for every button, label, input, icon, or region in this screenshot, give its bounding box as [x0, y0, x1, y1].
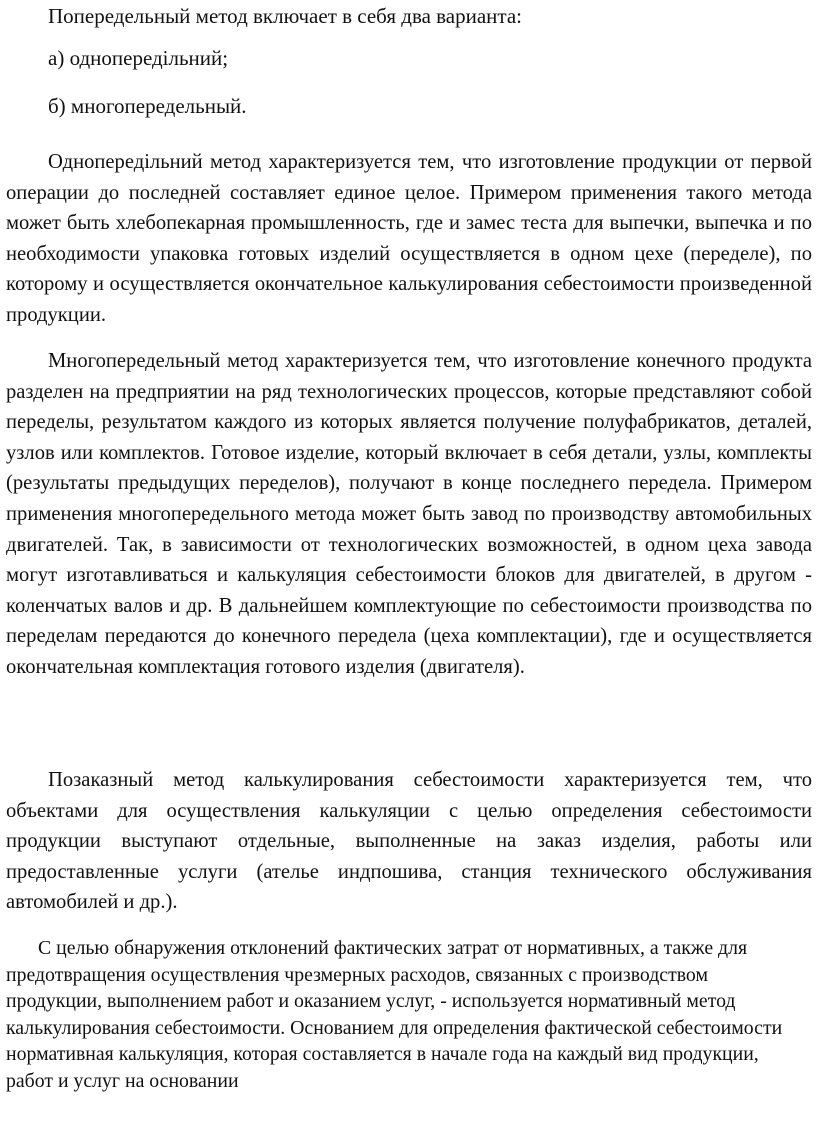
variant-b-line: б) многопередельный. — [48, 94, 247, 118]
variant-a-line: а) однопередільний; — [48, 46, 229, 70]
paragraph-standard-cost: С целью обнаружения отклонений фактических затрат от нормативных, а также для предотвращения осуществления чрезмерных расходов, связанных с производством продукции, выполнением работ и оказанием услуг, - используется нормативный метод калькулирования себестоимости. Основанием для определения фактической себестоимости нормативная калькуляция, которая составляется в начале года на каждый вид продукции, работ и услуг на основании — [6, 937, 783, 1092]
intro-line: Попередельный метод включает в себя два варианта: — [48, 4, 522, 28]
paragraph-multi-stage: Многопередельный метод характеризуется тем, что изготовление конечного продукта разделен на предприятии на ряд технологических процессов, которые представляют собой переделы, результатом каждого из которых является получение полуфабрикатов, деталей, узлов или комплектов. Готовое изделие, который включает в себя детали, узлы, комплекты (результаты предыдущих переделов), получают в конце последнего передела. Примером применения многопередельного метода может быть завод по производству автомобильных двигателей. Так, в зависимости от технологических возможностей, в одном цеха завода могут изготавливаться и калькуляция себестоимости блоков для двигателей, в другом - коленчатых валов и др. В дальнейшем комплектующие по себестоимости производства по переделам передаются до конечного передела (цеха комплектации), где и осуществляется окончательная комплектация готового изделия (двигателя). — [6, 350, 812, 678]
paragraph-single-stage: Однопередільний метод характеризуется тем, что изготовление продукции от первой операции до последней составляет единое целое. Примером применения такого метода может быть хлебопекарная промышленность, где и замес теста для выпечки, выпечка и по необходимости упаковка готовых изделий осуществляется в одном цехе (переделе), по которому и осуществляется окончательное калькулирования себестоимости произведенной продукции. — [6, 151, 812, 326]
paragraph-job-order: Позаказный метод калькулирования себестоимости характеризуется тем, что объектами для осуществления калькуляции с целью определения себестоимости продукции выступают отдельные, выполненные на заказ изделия, работы или предоставленные услуги (ателье индпошива, станция технического обслуживания автомобилей и др.). — [6, 769, 812, 914]
